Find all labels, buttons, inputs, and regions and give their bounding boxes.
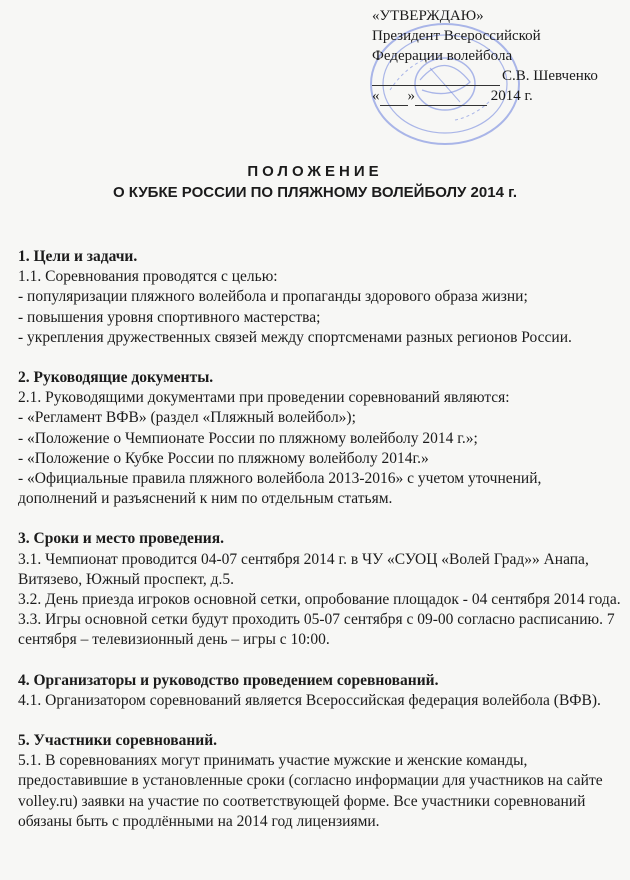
- section-line: 3.2. День приезда игроков основной сетки, опробование площадок - 04 сентября 2014 года.: [18, 591, 621, 609]
- signature-line: [372, 66, 622, 86]
- month-blank: [415, 91, 487, 106]
- approval-block: [372, 6, 622, 106]
- section-heading: 5. Участники соревнований.: [18, 732, 218, 750]
- approval-position-line1: Президент Всероссийской: [372, 28, 541, 44]
- signature-underline: [372, 71, 500, 86]
- document-title: ПОЛОЖЕНИЕ: [247, 163, 383, 180]
- section-line: 2.1. Руководящими документами при проведении соревнований являются:: [18, 389, 510, 407]
- document-body: [18, 247, 624, 852]
- section-line: - «Регламент ВФВ» (раздел «Пляжный волейбол»);: [18, 409, 356, 427]
- approval-header: «УТВЕРЖДАЮ»: [372, 8, 484, 24]
- section-line: 3.1. Чемпионат проводится 04-07 сентября 2014 г. в ЧУ «СУОЦ «Волей Град»» Анапа, Витязево, Южный проспект, д.5.: [18, 550, 589, 588]
- document-subtitle: О КУБКЕ РОССИИ ПО ПЛЯЖНОМУ ВОЛЕЙБОЛУ 2014 г.: [112, 184, 518, 201]
- section-line: - «Положение о Кубке России по пляжному волейболу 2014г.»: [18, 449, 429, 467]
- section-heading: 4. Организаторы и руководство проведением соревнований.: [18, 671, 439, 689]
- section-documents: [18, 368, 624, 509]
- date-open-quote: «: [372, 88, 380, 104]
- date-line: [372, 86, 622, 106]
- section-line: 5.1. В соревнованиях могут принимать участие мужские и женские команды, предоставившие в установленные сроки (согласно информации для участников на сайте volley.ru) заявки на участие по соответствующей форме. Все участники соревнований обязаны быть с продлёнными на 2014 год лицензиями.: [18, 752, 603, 830]
- section-heading: 2. Руководящие документы.: [18, 369, 214, 387]
- section-line: - «Официальные правила пляжного волейбола 2013-2016» с учетом уточнений, дополнений и разъяснений к ним по отдельным статьям.: [18, 470, 542, 508]
- section-line: - повышения уровня спортивного мастерства;: [18, 308, 321, 326]
- section-line: 1.1. Соревнования проводятся с целью:: [18, 268, 278, 286]
- section-dates-venue: [18, 529, 624, 650]
- approval-position-line2: Федерации волейбола: [372, 48, 513, 64]
- section-line: - популяризации пляжного волейбола и пропаганды здорового образа жизни;: [18, 288, 528, 306]
- section-line: - укрепления дружественных связей между спортсменами разных регионов России.: [18, 328, 572, 346]
- section-line: 4.1. Организатором соревнований является Всероссийская федерация волейбола (ВФВ).: [18, 691, 601, 709]
- section-heading: 3. Сроки и место проведения.: [18, 530, 224, 548]
- signatory-name: С.В. Шевченко: [502, 68, 598, 84]
- section-line: - «Положение о Чемпионате России по пляжному волейболу 2014 г.»;: [18, 429, 478, 447]
- section-participants: [18, 731, 624, 832]
- section-organizers: [18, 671, 624, 711]
- date-close-quote: »: [407, 88, 415, 104]
- day-blank: [380, 91, 408, 106]
- approval-year: 2014 г.: [490, 88, 533, 104]
- section-goals: [18, 247, 624, 348]
- section-line: 3.3. Игры основной сетки будут проходить 05-07 сентября с 09-00 согласно расписанию. 7 сентября – телевизионный день – игры с 10:00.: [18, 611, 615, 649]
- section-heading: 1. Цели и задачи.: [18, 248, 138, 265]
